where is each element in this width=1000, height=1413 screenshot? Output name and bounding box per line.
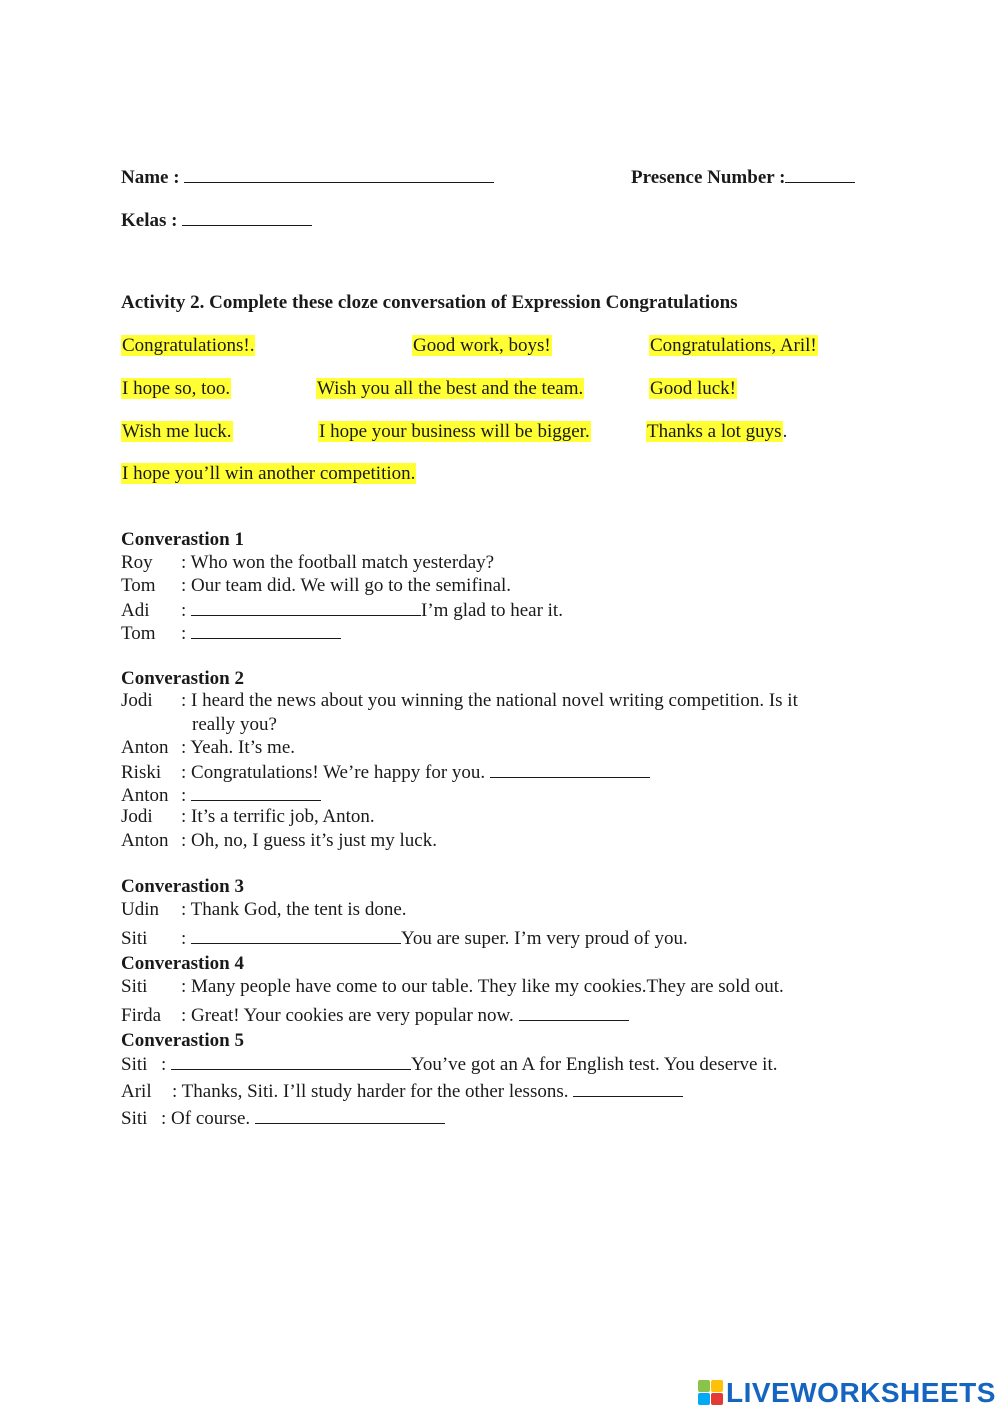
presence-number-input-blank[interactable]	[785, 165, 855, 183]
speaker-name: Anton	[121, 737, 169, 758]
option-wish-me-luck: Wish me luck.	[122, 421, 232, 442]
conversation-3-title: Converastion 3	[121, 876, 244, 897]
conversation-line-continuation: really you?	[192, 714, 277, 735]
speaker-name: Udin	[121, 899, 159, 920]
conversation-line: Tom : Our team did. We will go to the semifinal.	[121, 575, 512, 596]
conversation-line: Anton : Yeah. It’s me.	[121, 737, 295, 758]
option-good-work-boys: Good work, boys!	[413, 335, 551, 356]
speaker-name: Siti	[121, 1108, 148, 1129]
option-wish-you-all-the-best: Wish you all the best and the team.	[317, 378, 584, 399]
speaker-name: Jodi	[121, 806, 153, 827]
conversation-4-title: Converastion 4	[121, 953, 244, 974]
answer-blank[interactable]	[255, 1106, 445, 1124]
speaker-name: Jodi	[121, 690, 153, 711]
conversation-line: Adi : I’m glad to hear it.	[121, 600, 563, 621]
option-congratulations-aril: Congratulations, Aril!	[650, 335, 817, 356]
kelas-input-blank[interactable]	[182, 208, 312, 226]
option-good-luck: Good luck!	[650, 378, 737, 399]
speaker-name: Roy	[121, 552, 153, 573]
speaker-name: Siti	[121, 1054, 148, 1075]
conversation-5-title: Converastion 5	[121, 1030, 244, 1051]
conversation-line: Siti : Of course.	[121, 1106, 445, 1130]
speaker-name: Firda	[121, 1005, 162, 1026]
conversation-2-title: Converastion 2	[121, 668, 244, 689]
conversation-line: Firda : Great! Your cookies are very popular now.	[121, 1003, 629, 1027]
conversation-line: Siti : Many people have come to our table. They like my cookies.They are sold out.	[121, 976, 784, 997]
activity-title: Activity 2. Complete these cloze conversation of Expression Congratulations	[121, 292, 738, 313]
answer-blank[interactable]	[519, 1003, 629, 1021]
conversation-line: Jodi : I heard the news about you winning the national novel writing competition. Is it	[121, 690, 798, 711]
name-label: Name :	[121, 165, 494, 189]
answer-blank[interactable]	[171, 1052, 411, 1070]
conversation-line: Roy : Who won the football match yesterday?	[121, 552, 495, 573]
logo-text: LIVEWORKSHEETS	[726, 1377, 996, 1408]
answer-blank[interactable]	[191, 783, 321, 801]
speaker-name: Tom	[121, 575, 156, 596]
speaker-name: Anton	[121, 830, 169, 851]
speaker-name: Anton	[121, 785, 169, 806]
conversation-line: Anton : Oh, no, I guess it’s just my luck.	[121, 830, 437, 851]
conversation-line: Tom :	[121, 621, 341, 645]
conversation-line: Siti : You’ve got an A for English test. You deserve it.	[121, 1054, 778, 1075]
speaker-name: Tom	[121, 623, 156, 644]
answer-blank[interactable]	[490, 760, 650, 778]
answer-blank[interactable]	[573, 1079, 683, 1097]
presence-number-label: Presence Number :	[631, 165, 855, 189]
answer-blank[interactable]	[191, 926, 401, 944]
option-win-another-competition: I hope you’ll win another competition.	[122, 463, 416, 484]
conversation-line: Siti : You are super. I’m very proud of you.	[121, 928, 688, 949]
speaker-name: Adi	[121, 600, 150, 621]
conversation-line: Udin : Thank God, the tent is done.	[121, 899, 407, 920]
speaker-name: Siti	[121, 976, 148, 997]
option-business-bigger: I hope your business will be bigger.	[319, 421, 590, 442]
speaker-name: Aril	[121, 1081, 152, 1102]
conversation-line: Jodi : It’s a terrific job, Anton.	[121, 806, 375, 827]
option-congratulations: Congratulations!.	[122, 335, 255, 356]
conversation-line: Riski : Congratulations! We’re happy for you.	[121, 760, 650, 784]
conversation-line: Anton :	[121, 783, 321, 807]
liveworksheets-logo-icon	[698, 1380, 724, 1406]
name-input-blank[interactable]	[184, 165, 494, 183]
option-thanks-a-lot-guys: Thanks a lot guys.	[647, 421, 788, 442]
answer-blank[interactable]	[191, 598, 421, 616]
kelas-label: Kelas :	[121, 208, 312, 232]
conversation-1-title: Converastion 1	[121, 529, 244, 550]
option-i-hope-so-too: I hope so, too.	[122, 378, 231, 399]
speaker-name: Siti	[121, 928, 148, 949]
liveworksheets-logo[interactable]	[698, 1378, 996, 1408]
speaker-name: Riski	[121, 762, 162, 783]
answer-blank[interactable]	[191, 621, 341, 639]
conversation-line: Aril : Thanks, Siti. I’ll study harder for the other lessons.	[121, 1079, 683, 1103]
